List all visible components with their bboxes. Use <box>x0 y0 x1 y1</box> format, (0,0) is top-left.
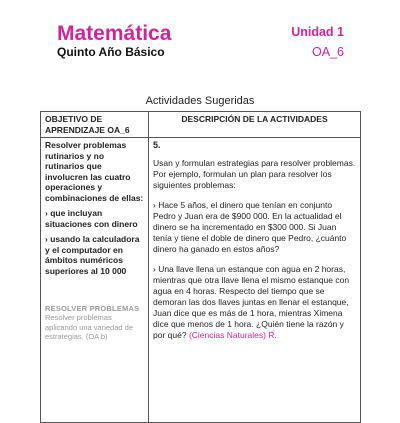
skill-title: RESOLVER PROBLEMAS <box>45 304 140 313</box>
activity-intro: Usan y formulan estrategias para resolver problemas. Por ejemplo, formulan un plan para resolver los siguientes problemas: <box>153 158 356 190</box>
page-subtitle: Quinto Año Básico <box>57 45 165 59</box>
page-title: Matemática <box>57 22 172 45</box>
objective-bullet-calculator: › usando la calculadora y el computador en ámbitos numéricos superiores al 10 000 <box>45 234 140 276</box>
objective-code: OA_6 <box>312 45 344 59</box>
activities-table <box>40 111 361 423</box>
problem-1: › Hace 5 años, el dinero que tenían en conjunto Pedro y Juan era de $900 000. En la actualidad el dinero se ha incrementado en $300 000. Si Juan tenía y tiene el doble de dinero que Pedro, ¿cuánto dinero ha ganado en estos años? <box>153 200 347 254</box>
objective-cell <box>41 138 149 423</box>
table-header-row <box>41 112 361 138</box>
col-header-description: DESCRIPCIÓN DE LA ACTIVIDADES <box>149 112 361 138</box>
col-header-objective: OBJETIVO DE APRENDIZAJE OA_6 <box>41 112 149 138</box>
table-row <box>41 138 361 423</box>
subject-note: (Ciencias Naturales) R. <box>188 330 277 340</box>
objective-bullet-money: › que incluyan situaciones con dinero <box>45 208 138 229</box>
activity-number: 5. <box>153 140 161 150</box>
section-heading: Actividades Sugeridas <box>145 95 255 107</box>
description-cell <box>149 138 361 423</box>
skill-text: Resolver problemas aplicando una variedad de estrategias. (OA b) <box>45 313 133 341</box>
objective-main: Resolver problemas rutinarios y no rutinarios que involucren las cuatro operaciones y combinaciones de ellas: <box>45 140 144 203</box>
problem-2 <box>153 264 356 341</box>
unit-label: Unidad 1 <box>291 25 344 39</box>
problem-2-text: › Una llave llena un estanque con agua en 2 horas, mientras que otra llave llena el mismo estanque con agua en 4 horas. Respecto del tiempo que se demoran las dos llaves juntas en llenar el estanque, Juan dice que es más de 1 hora, mientras Ximena dice que menos de 1 hora. ¿Quién tiene la razón y por qué? <box>153 264 350 340</box>
